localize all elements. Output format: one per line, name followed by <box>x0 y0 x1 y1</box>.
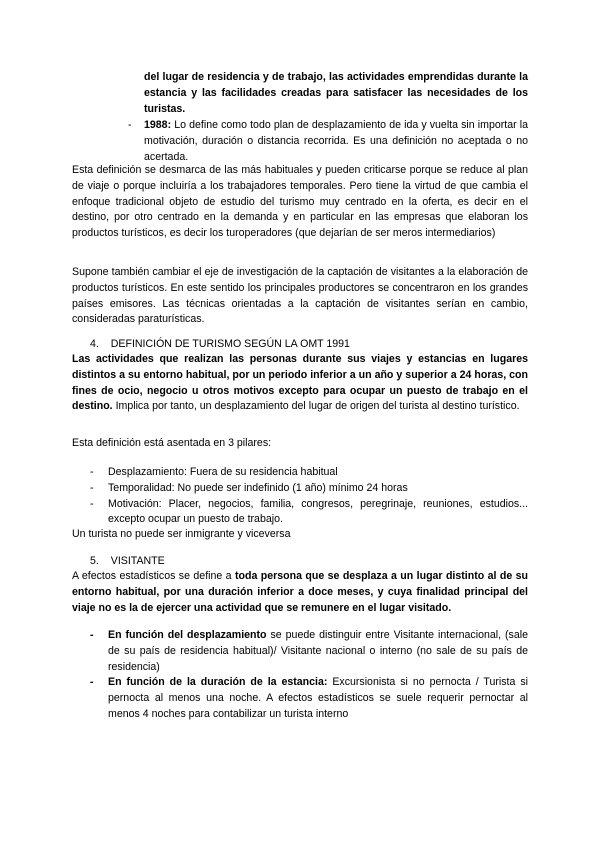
bullet-dash: - <box>90 629 94 641</box>
turista-note: Un turista no puede ser inmigrante y viceversa <box>72 528 291 540</box>
visitante-definition <box>72 569 528 616</box>
section-5-number: 5. <box>90 555 99 567</box>
section-4-number: 4. <box>90 338 99 350</box>
captacion-paragraph: Supone también cambiar el eje de investigación de la captación de visitantes a la elaboración de productos turísticos. En este sentido los principales productores se concentraron en los grandes países emisores. Las técnicas orientadas a la captación de visitantes serían en cambio, consideradas paraturísticas. <box>72 266 528 326</box>
omt-definition-bold: Las actividades que realizan las personas durante sus viajes y estancias en lugares distintos a su entorno habitual, por un periodo inferior a un año y superior a 24 horas, con fines de ocio, negocio u otros motivos excepto para ocupar un puesto de trabajo en el destino. <box>72 353 528 413</box>
visitante-item-bold: En función del desplazamiento <box>108 629 267 641</box>
list-item <box>90 628 528 675</box>
definition-1988-item <box>128 118 528 165</box>
pilar-text: Desplazamiento: Fuera de su residencia habitual <box>108 466 338 478</box>
omt-definition-rest: Implica por tanto, un desplazamiento del lugar de origen del turista al destino turístico. <box>112 400 520 413</box>
list-item <box>90 481 528 497</box>
visitante-item-bold: En función de la duración de la estancia: <box>108 676 328 689</box>
omt-definition <box>72 352 528 415</box>
bullet-dash: - <box>90 466 94 478</box>
pilares-list <box>90 465 528 528</box>
definition-continuation: del lugar de residencia y de trabajo, las actividades emprendidas durante la estancia y las facilidades creadas para satisfacer las necesidades de los turistas. <box>144 71 528 115</box>
definition-1988-text <box>144 118 528 165</box>
pilar-text: Temporalidad: No puede ser indefinido (1 año) mínimo 24 horas <box>108 481 408 494</box>
list-item <box>90 675 528 722</box>
pilar-text: Motivación: Placer, negocios, familia, congresos, peregrinaje, reuniones, estudios... excepto ocupar un puesto de trabajo. <box>108 497 528 526</box>
visitante-item-rest: se puede distinguir entre Visitante internacional, (sale de su país de residencia habitual)/ Visitante nacional o interno (no sale de su país de residencia) <box>108 629 528 673</box>
pilares-intro: Esta definición está asentada en 3 pilares: <box>72 437 272 449</box>
bullet-dash: - <box>90 676 94 689</box>
critique-paragraph: Esta definición se desmarca de las más habituales y pueden criticarse porque se reduce al plan de viaje o porque incluiría a los trabajadores temporales. Pero tiene la virtud de que cambia el enfoque tradicional objeto de estudio del turismo muy centrado en la oferta, es decir en el destino, por otro centrado en la demanda y en particular en las empresas que elaboran los productos turísticos, es decir los turoperadores (que dejarían de ser meros intermediarios) <box>72 164 528 240</box>
visitante-item-text <box>108 675 528 722</box>
visitante-list <box>90 628 528 723</box>
section-4-heading <box>90 337 530 353</box>
section-5-heading <box>90 554 530 570</box>
bullet-dash: - <box>90 497 94 510</box>
list-item <box>90 465 528 481</box>
visitante-definition-bold: toda persona que se desplaza a un lugar distinto al de su entorno habitual, por una duración inferior a doce meses, y cuya finalidad principal del viaje no es la de ejercer una actividad que se remunere en el lugar visitado. <box>72 570 529 614</box>
list-item <box>90 497 528 529</box>
visitante-intro: A efectos estadísticos se define a <box>72 570 235 582</box>
visitante-item-rest: Excursionista si no pernocta / Turista si pernocta al menos una noche. A efectos estadísticos se suele requerir pernoctar al menos 4 noches para contabilizar un turista interno <box>108 676 528 720</box>
bullet-dash: - <box>90 481 94 494</box>
year-label: 1988: <box>144 119 172 131</box>
section-4-title: DEFINICIÓN DE TURISMO SEGÚN LA OMT 1991 <box>110 338 350 350</box>
section-5-title: VISITANTE <box>110 555 165 567</box>
year-text: Lo define como todo plan de desplazamiento de ida y vuelta sin importar la motivación, duración o distancia recorrida. Es una definición no aceptada o no acertada. <box>144 119 528 163</box>
bullet-dash: - <box>128 119 132 131</box>
visitante-item-text <box>108 628 528 675</box>
